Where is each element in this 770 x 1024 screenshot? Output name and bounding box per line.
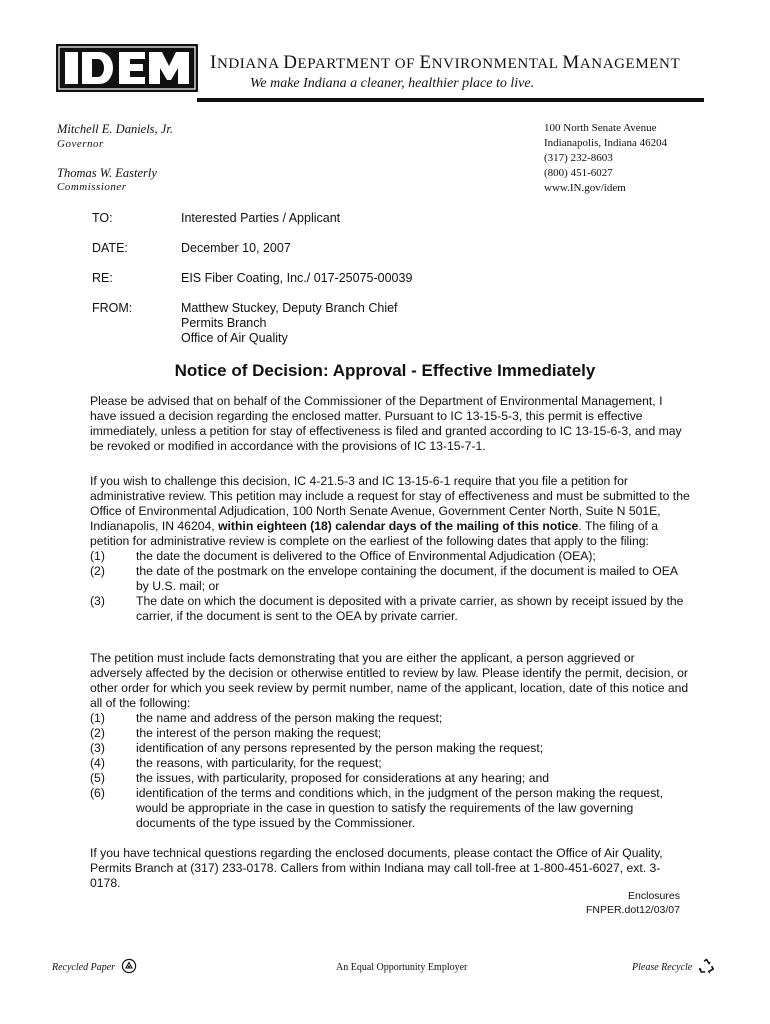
- list-item: [90, 549, 690, 564]
- agency-name-part: I: [210, 52, 217, 73]
- list-text: identification of the terms and conditions which, in the judgment of the person making the request, would be appropriate in the case in question to satisfy the requirements of the law governing documents of the type issued by the Commissioner.: [136, 786, 664, 830]
- address-phone: (317) 232-8603: [544, 152, 613, 164]
- agency-name-part: M: [562, 52, 580, 73]
- paragraph-text: Please be advised that on behalf of the Commissioner of the Department of Environmental Management, I have issued a decision regarding the enclosed matter. Pursuant to IC 13-15-5-3, this permit is effective immediately, unless a petition for stay of effectiveness is filed and granted according to IC 13-15-6-3, and may be revoked or modified in accordance with the provisions of IC 13-15-7-1.: [90, 394, 682, 453]
- paragraph-text: If you have technical questions regarding the enclosed documents, please contact the Office of Air Quality, Permits Branch at (317) 233-0178. Callers from within Indiana may call toll-free at 1-800-451-6027, ext. 3-0178.: [90, 846, 663, 890]
- paragraph-text-part: If you wish to challenge this decision, IC 4-21.5-3 and IC 13-15-6-1 require that you file a petition for administrative review. This petition may include a request for stay of effectiveness and must be submitted to the Office of Environmental Adjudication, 100 North Senate Avenue, Government Center North, Suite N 501E, Indianapolis, IN 46204,: [90, 474, 690, 533]
- memo-from-line: Office of Air Quality: [181, 331, 288, 345]
- agency-name-part: NVIRONMENTAL: [431, 56, 563, 72]
- agency-name-part: E: [419, 52, 432, 73]
- address-street: 100 North Senate Avenue: [544, 122, 657, 134]
- list-text: the date the document is delivered to the Office of Environmental Adjudication (OEA);: [136, 549, 596, 563]
- header-divider: [197, 98, 704, 102]
- agency-name-part: D: [283, 52, 298, 73]
- footer-equal-opportunity: An Equal Opportunity Employer: [336, 962, 468, 973]
- list-number: (3): [90, 741, 105, 755]
- agency-name-part: EPARTMENT OF: [297, 56, 420, 72]
- paragraph-text: The petition must include facts demonstrating that you are either the applicant, a person aggrieved or adversely affected by the decision or otherwise entitled to review by law. Please identify the permit, decision, or other order for which you seek review by permit number, name of the applicant, location, date of this notice and all of the following:: [90, 651, 689, 710]
- recycle-icon: [698, 958, 715, 975]
- memo-date-label: DATE:: [92, 241, 128, 255]
- list-number: (6): [90, 786, 105, 800]
- address-website: www.IN.gov/idem: [544, 182, 626, 194]
- memo-re-value: EIS Fiber Coating, Inc./ 017-25075-00039: [181, 271, 413, 285]
- address-city: Indianapolis, Indiana 46204: [544, 137, 668, 149]
- paragraph-text-part: . The filing of a petition for administrative review is complete on the earliest of the following dates that apply to the filing:: [90, 519, 659, 548]
- list-number: (1): [90, 711, 105, 725]
- governor-name: Mitchell E. Daniels, Jr.: [57, 122, 173, 136]
- footer-recycled-paper: Recycled Paper: [52, 962, 116, 973]
- list-text: the issues, with particularity, proposed for considerations at any hearing; and: [136, 771, 550, 785]
- idem-logo: [56, 44, 198, 92]
- list-item: [90, 594, 690, 624]
- list-text: the name and address of the person making the request;: [136, 711, 443, 725]
- memo-from-label: FROM:: [92, 301, 133, 315]
- list-item: [90, 756, 690, 771]
- agency-name: [210, 52, 680, 74]
- notice-title: Notice of Decision: Approval - Effective Immediately: [174, 361, 596, 380]
- list-item: [90, 564, 690, 594]
- footer-please-recycle: Please Recycle: [632, 962, 693, 973]
- list-number: (2): [90, 564, 105, 578]
- agency-name-part: NDIANA: [216, 56, 284, 72]
- paragraph-text: [90, 474, 690, 549]
- address-phone-tollfree: (800) 451-6027: [544, 167, 613, 179]
- list-item: [90, 771, 690, 786]
- list-item: [90, 726, 690, 741]
- agency-name-part: ANAGEMENT: [579, 56, 681, 72]
- commissioner-name: Thomas W. Easterly: [57, 166, 157, 180]
- list-item: [90, 786, 690, 831]
- agency-tagline: We make Indiana a cleaner, healthier place to live.: [250, 76, 535, 91]
- list-number: (1): [90, 549, 105, 563]
- deadline-emphasis: within eighteen (18) calendar days of the mailing of this notice: [218, 519, 579, 533]
- list-text: the reasons, with particularity, for the request;: [136, 756, 382, 770]
- memo-from-value: [181, 301, 398, 346]
- memo-date-value: December 10, 2007: [181, 241, 291, 255]
- paragraph-contact: [90, 846, 690, 891]
- list-text: identification of any persons represented by the person making the request;: [136, 741, 544, 755]
- list-number: (2): [90, 726, 105, 740]
- recycled-paper-icon: [121, 958, 137, 974]
- list-item: [90, 741, 690, 756]
- list-number: (3): [90, 594, 105, 608]
- paragraph-decision: [90, 394, 690, 454]
- agency-address: [544, 121, 667, 196]
- paragraph-petition: [90, 474, 690, 624]
- list-number: (4): [90, 756, 105, 770]
- memo-from-line: Permits Branch: [181, 316, 267, 330]
- governor-title: Governor: [57, 138, 104, 150]
- list-item: [90, 711, 690, 726]
- list-text: The date on which the document is deposited with a private carrier, as shown by receipt issued by the carrier, if the document is sent to the OEA by private carrier.: [136, 594, 684, 623]
- enclosures-label: Enclosures: [628, 890, 680, 902]
- list-text: the date of the postmark on the envelope containing the document, if the document is mailed to OEA by U.S. mail; or: [136, 564, 678, 593]
- memo-from-line: Matthew Stuckey, Deputy Branch Chief: [181, 301, 398, 315]
- list-text: the interest of the person making the request;: [136, 726, 382, 740]
- memo-to-label: TO:: [92, 211, 113, 225]
- memo-re-label: RE:: [92, 271, 113, 285]
- paragraph-requirements: [90, 651, 690, 831]
- list-number: (5): [90, 771, 105, 785]
- memo-to-value: Interested Parties / Applicant: [181, 211, 341, 225]
- commissioner-title: Commissioner: [57, 181, 127, 193]
- enclosures-note: [586, 889, 680, 917]
- document-code: FNPER.dot12/03/07: [586, 904, 680, 916]
